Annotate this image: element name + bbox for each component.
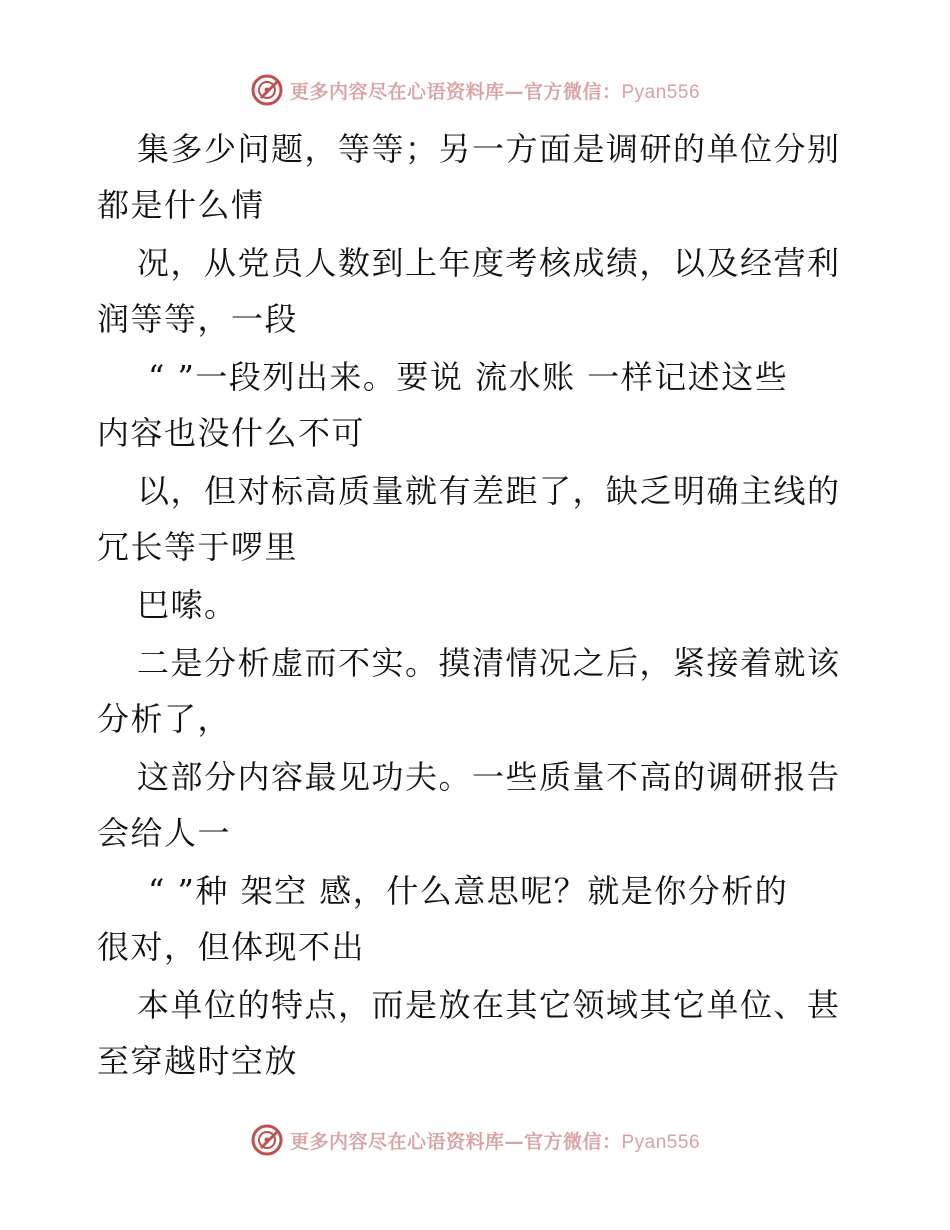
text-line: 巴嗦。 (137, 586, 238, 624)
site-logo-icon (250, 73, 284, 107)
text-line: 集多少问题，等等；另一方面是调研的单位分别 (137, 130, 841, 168)
text-line: 二是分析虚而不实。摸清情况之后，紧接着就该 (137, 644, 841, 682)
text-line: 冗长等于啰里 (97, 528, 299, 566)
header-site-text: 更多内容尽在心语资料库—官方微信： (289, 80, 622, 103)
text-line: 分析了， (97, 700, 232, 738)
text-line: 很对，但体现不出 (97, 928, 366, 966)
header-wechat-id: Pyan556 (621, 81, 701, 103)
text-line: 况，从党员人数到上年度考核成绩，以及经营利 (137, 244, 841, 282)
header-banner (0, 72, 950, 108)
site-logo-icon (250, 1123, 284, 1157)
text-line: 至穿越时空放 (97, 1042, 299, 1080)
text-line: 这部分内容最见功夫。一些质量不高的调研报告 (137, 758, 841, 796)
header-banner-text (290, 77, 700, 104)
footer-banner-text (290, 1127, 700, 1154)
text-line: 润等等，一段 (97, 300, 299, 338)
text-line: 以，但对标高质量就有差距了，缺乏明确主线的 (137, 472, 841, 510)
text-line: “ ”一段列出来。要说 流水账 一样记述这些 (148, 358, 789, 396)
text-line: 会给人一 (97, 814, 232, 852)
text-line: 本单位的特点，而是放在其它领域其它单位、甚 (137, 986, 841, 1024)
footer-wechat-id: Pyan556 (621, 1131, 701, 1153)
text-line: 都是什么情 (97, 186, 265, 224)
text-line: 内容也没什么不可 (97, 414, 366, 452)
footer-banner (0, 1122, 950, 1158)
footer-site-text: 更多内容尽在心语资料库—官方微信： (289, 1130, 622, 1153)
text-line: “ ”种 架空 感，什么意思呢？就是你分析的 (148, 872, 789, 910)
